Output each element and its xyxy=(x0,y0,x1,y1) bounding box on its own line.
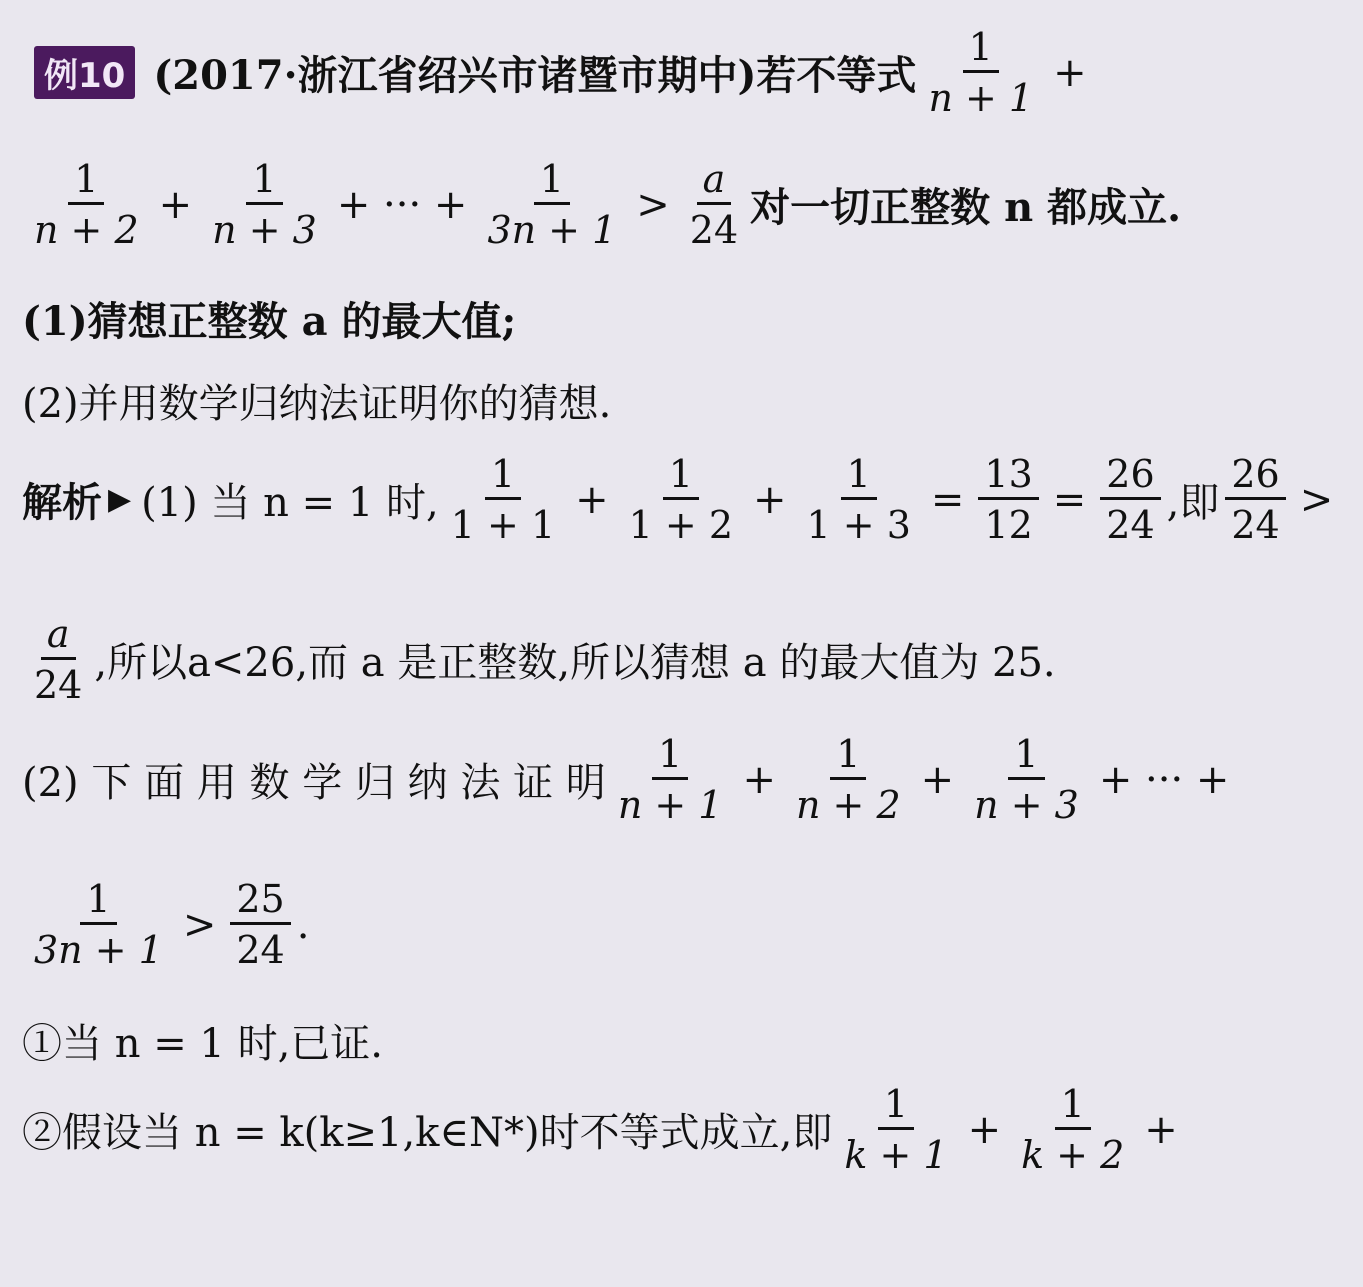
proof-fraction-5: $\frac{25}{24}$ xyxy=(230,880,290,969)
fraction-term-1: $\frac{1}{n + 1}$ xyxy=(928,25,1034,120)
problem-source: (2017·浙江省绍兴市诸暨市期中)若不等式 xyxy=(153,52,917,99)
arrow-icon: ▶ xyxy=(108,482,132,517)
solution-label: 解析 xyxy=(22,480,102,526)
proof-fraction-1: $\frac{1}{n + 1}$ xyxy=(617,732,723,827)
solution-line-2 xyxy=(22,612,1056,707)
solution-fraction-6: $\frac{26}{24}$ xyxy=(1225,455,1285,544)
problem-header-line: 例10 (2017·浙江省绍兴市诸暨市期中)若不等式 $\frac{1}{n + 1}$ + xyxy=(34,28,1095,117)
proof-step-2: ②假设当 n = k(k≥1,k∈N*)时不等式成立,即 $\frac{1}{k + 1}$ + $\frac{1}{k + 2}$ + xyxy=(22,1082,1178,1177)
solution-p1-start: (1) 当 n = 1 时, xyxy=(141,480,439,526)
problem-inequality-line: $\frac{1}{n + 2}$ + $\frac{1}{n + 3}$ + ··· + $\frac{1}{3n + 1}$ > $\frac{a}{24}$ 对一切正整数 n 都成立. xyxy=(22,160,1181,249)
problem-tail: 对一切正整数 n 都成立. xyxy=(750,184,1181,231)
proof-step-1: ①当 n = 1 时,已证. xyxy=(22,1021,384,1067)
fraction-term-3: $\frac{1}{n + 3}$ xyxy=(212,157,317,252)
solution-fraction-1: $\frac{1}{1 + 1}$ xyxy=(450,452,556,547)
proof-step-2-text: ②假设当 n = k(k≥1,k∈N*)时不等式成立,即 xyxy=(22,1110,833,1156)
proof-fraction-3: $\frac{1}{n + 3}$ xyxy=(974,732,1079,827)
proof-fraction-2: $\frac{1}{n + 2}$ xyxy=(795,732,901,827)
solution-p1-end: ,所以a<26,而 a 是正整数,所以猜想 a 的最大值为 25. xyxy=(94,640,1056,686)
fraction-rhs: $\frac{a}{24}$ xyxy=(689,157,739,252)
solution-line-4: $\frac{1}{3n + 1}$ > $\frac{25}{24}$ . xyxy=(22,880,309,969)
solution-p2-start: (2) 下 面 用 数 学 归 纳 法 证 明 xyxy=(22,760,606,806)
solution-line-1: 解析 ▶ (1) 当 n = 1 时, $\frac{1}{1 + 1}$ + $\frac{1}{1 + 2}$ + $\frac{1}{1 + 3}$ = $\frac{13}{12}$ = $\frac{26}{24}$ ,即 $\frac{26}{24}$ > xyxy=(22,452,1334,547)
solution-fraction-7: $\frac{a}{24}$ xyxy=(34,612,83,707)
solution-fraction-2: $\frac{1}{1 + 2}$ xyxy=(628,452,733,547)
fraction-term-2: $\frac{1}{n + 2}$ xyxy=(34,157,139,252)
example-badge: 例10 xyxy=(34,46,135,99)
hypothesis-fraction-2: $\frac{1}{k + 2}$ xyxy=(1021,1082,1125,1177)
solution-line-3: (2) 下 面 用 数 学 归 纳 法 证 明 $\frac{1}{n + 1}$ + $\frac{1}{n + 2}$ + $\frac{1}{n + 3}$ + ··· + xyxy=(22,732,1230,827)
hypothesis-fraction-1: $\frac{1}{k + 1}$ xyxy=(844,1082,948,1177)
solution-fraction-5: $\frac{26}{24}$ xyxy=(1100,455,1160,544)
solution-fraction-4: $\frac{13}{12}$ xyxy=(978,455,1038,544)
fraction-term-4: $\frac{1}{3n + 1}$ xyxy=(487,157,617,252)
question-1: (1)猜想正整数 a 的最大值; xyxy=(22,298,517,345)
solution-fraction-3: $\frac{1}{1 + 3}$ xyxy=(806,452,911,547)
question-2: (2)并用数学归纳法证明你的猜想. xyxy=(22,381,612,427)
proof-fraction-4: $\frac{1}{3n + 1}$ xyxy=(34,877,163,972)
